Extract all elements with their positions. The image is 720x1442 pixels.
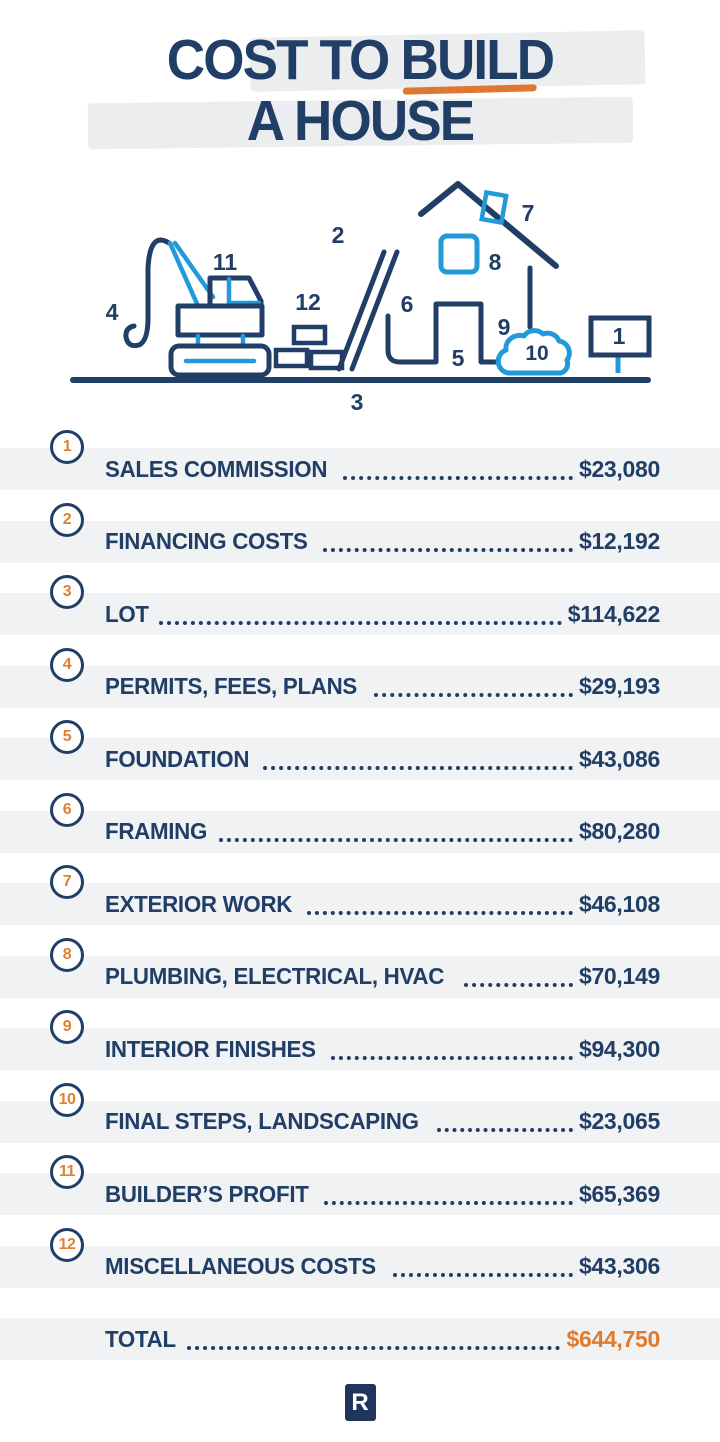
chimney-icon [482, 192, 506, 222]
dot-leader [323, 531, 573, 552]
item-number: 3 [62, 583, 72, 600]
item-value: $29,193 [578, 673, 660, 699]
dot-leader [464, 966, 573, 987]
item-label: FINANCING COSTS [105, 528, 308, 554]
item-value: $65,369 [578, 1180, 660, 1207]
item-number-badge [50, 938, 84, 972]
item-value: $114,622 [567, 600, 660, 627]
item-number-badge [50, 1155, 84, 1189]
dot-leader [307, 894, 573, 915]
item-label: INTERIOR FINISHES [105, 1035, 316, 1062]
item-value: $43,306 [578, 1253, 660, 1279]
cost-row [0, 862, 720, 935]
item-number-badge [50, 648, 84, 682]
dot-leader [437, 1111, 573, 1132]
footer [0, 1384, 720, 1421]
item-value: $23,065 [578, 1108, 660, 1134]
item-number-badge [50, 1228, 84, 1262]
item-number-badge [50, 865, 84, 899]
item-value: $12,192 [578, 528, 660, 554]
item-number: 7 [62, 873, 72, 890]
total-label: TOTAL [105, 1325, 176, 1352]
item-number: 9 [62, 1018, 72, 1035]
item-label: LOT [105, 600, 149, 627]
item-value: $46,108 [578, 890, 660, 917]
item-number: 2 [62, 510, 72, 528]
cost-row [0, 645, 720, 718]
item-value: $23,080 [578, 455, 660, 482]
illustration-label-3: 3 [350, 389, 364, 415]
item-stripe [0, 738, 720, 780]
bricks-icon [276, 327, 342, 368]
item-number-badge [50, 575, 84, 609]
cost-row [0, 500, 720, 573]
item-number: 10 [58, 1090, 76, 1108]
item-label: MISCELLANEOUS COSTS [105, 1253, 376, 1279]
item-stripe [0, 521, 720, 563]
item-stripe [0, 448, 720, 490]
total-stripe [0, 1318, 720, 1360]
item-number: 6 [62, 800, 72, 818]
dot-leader [263, 749, 573, 770]
dot-leader [374, 676, 573, 697]
cost-row [0, 1007, 720, 1080]
item-value: $70,149 [578, 963, 660, 989]
item-number: 4 [62, 655, 72, 673]
item-stripe [0, 1101, 720, 1143]
logo-letter: R [351, 1388, 369, 1416]
cost-row [0, 1152, 720, 1225]
window-icon [441, 236, 477, 272]
illustration-label-10: 10 [525, 342, 549, 365]
item-label: FRAMING [105, 818, 208, 844]
crane-icon [126, 240, 269, 375]
title-prefix: COST TO [166, 28, 389, 92]
item-stripe [0, 1173, 720, 1215]
title-highlight: BUILD [400, 28, 554, 92]
item-number: 1 [62, 438, 72, 455]
item-value: $94,300 [578, 1035, 660, 1062]
item-label: SALES COMMISSION [105, 455, 328, 482]
item-number: 8 [62, 945, 72, 963]
illustration-label-6: 6 [400, 291, 414, 317]
item-label: FOUNDATION [105, 745, 250, 772]
illustration-label-2: 2 [331, 222, 345, 248]
illustration-label-1: 1 [612, 323, 626, 349]
item-value: $43,086 [578, 745, 660, 772]
cost-row [0, 717, 720, 790]
item-value: $80,280 [578, 818, 660, 844]
construction-illustration [0, 160, 720, 418]
item-number-badge [50, 793, 84, 827]
item-number: 12 [58, 1235, 76, 1253]
item-label: PERMITS, FEES, PLANS [105, 673, 358, 699]
illustration-label-11: 11 [212, 249, 238, 275]
cost-row [0, 1225, 720, 1298]
item-number-badge [50, 430, 84, 464]
illustration-label-5: 5 [451, 345, 465, 371]
cost-row [0, 935, 720, 1008]
header [0, 30, 720, 152]
cost-row [0, 790, 720, 863]
cost-row [0, 427, 720, 500]
item-number-badge [50, 503, 84, 537]
item-stripe [0, 666, 720, 708]
dot-leader [159, 604, 562, 625]
illustration-label-9: 9 [497, 314, 511, 340]
item-number-badge [50, 1010, 84, 1044]
item-stripe [0, 883, 720, 925]
item-label: PLUMBING, ELECTRICAL, HVAC [105, 963, 445, 989]
crane-hook-icon [126, 240, 169, 346]
cost-list [0, 427, 720, 1370]
item-label: EXTERIOR WORK [105, 890, 293, 917]
illustration-label-8: 8 [488, 249, 502, 275]
cost-row [0, 1080, 720, 1153]
dot-leader [393, 1256, 573, 1277]
item-label: BUILDER’S PROFIT [105, 1180, 309, 1207]
item-stripe [0, 956, 720, 998]
item-stripe [0, 1028, 720, 1070]
item-label: FINAL STEPS, LANDSCAPING [105, 1108, 419, 1134]
item-number-badge [50, 1083, 84, 1117]
cost-row [0, 572, 720, 645]
total-value: $644,750 [566, 1325, 660, 1352]
item-stripe [0, 593, 720, 635]
dot-leader [331, 1039, 573, 1060]
dot-leader [324, 1184, 573, 1205]
illustration-label-12: 12 [295, 289, 321, 315]
page-title-line2: A HOUSE [246, 89, 474, 153]
ramsey-logo-icon [345, 1384, 376, 1421]
illustration-label-7: 7 [521, 200, 535, 226]
dot-leader [343, 459, 573, 480]
dot-leader [187, 1329, 560, 1350]
total-row [0, 1297, 720, 1370]
item-stripe [0, 1246, 720, 1288]
page-title-line1 [25, 30, 695, 91]
illustration-label-4: 4 [105, 299, 119, 325]
item-number: 11 [59, 1163, 75, 1180]
item-number: 5 [62, 728, 72, 745]
item-number-badge [50, 720, 84, 754]
dot-leader [219, 821, 573, 842]
item-stripe [0, 811, 720, 853]
